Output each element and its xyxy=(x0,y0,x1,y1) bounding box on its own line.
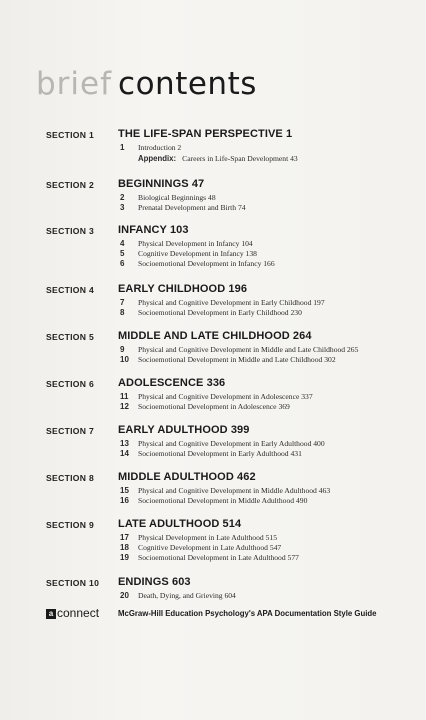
chapter-title: Socioemotional Development in Early Adulthood 431 xyxy=(138,449,302,458)
chapter-title: Physical and Cognitive Development in Adolescence 337 xyxy=(138,392,313,401)
chapter-entry xyxy=(118,355,358,365)
chapter-entry xyxy=(118,402,313,412)
appendix-title: Careers in Life-Span Development 43 xyxy=(182,154,298,163)
chapter-title: Biological Beginnings 48 xyxy=(138,193,216,202)
chapter-entry xyxy=(118,239,275,249)
appendix-entry xyxy=(118,153,298,164)
chapter-number: 10 xyxy=(120,355,129,364)
chapter-list xyxy=(118,486,330,506)
section-label: SECTION 8 xyxy=(46,473,95,483)
chapter-title: Socioemotional Development in Middle Adulthood 490 xyxy=(138,496,308,505)
chapter-title: Socioemotional Development in Infancy 166 xyxy=(138,259,275,268)
chapter-entry xyxy=(118,249,275,259)
chapter-entry xyxy=(118,533,299,543)
chapter-list xyxy=(118,239,275,269)
chapter-number: 1 xyxy=(120,143,125,152)
chapter-number: 8 xyxy=(120,308,125,317)
chapter-title: Physical Development in Late Adulthood 515 xyxy=(138,533,277,542)
section-label: SECTION 3 xyxy=(46,226,95,236)
connect-logo xyxy=(46,606,99,620)
section-heading: INFANCY 103 xyxy=(118,224,189,236)
chapter-entry xyxy=(118,143,298,153)
chapter-number: 3 xyxy=(120,203,125,212)
page-title xyxy=(36,64,257,104)
chapter-number: 13 xyxy=(120,439,129,448)
chapter-title: Death, Dying, and Grieving 604 xyxy=(138,591,236,600)
section-label: SECTION 5 xyxy=(46,332,95,342)
chapter-number: 16 xyxy=(120,496,129,505)
chapter-list xyxy=(118,533,299,563)
chapter-entry xyxy=(118,259,275,269)
section-label: SECTION 4 xyxy=(46,285,95,295)
connect-guide-title: McGraw-Hill Education Psychology's APA Documentation Style Guide xyxy=(118,609,377,618)
chapter-number: 12 xyxy=(120,402,129,411)
chapter-number: 18 xyxy=(120,543,129,552)
chapter-list xyxy=(118,298,325,318)
chapter-entry xyxy=(118,496,330,506)
title-main: contents xyxy=(118,66,257,102)
chapter-title: Physical and Cognitive Development in Middle and Late Childhood 265 xyxy=(138,345,359,354)
connect-logo-text: connect xyxy=(57,606,100,620)
chapter-title: Socioemotional Development in Early Childhood 230 xyxy=(138,308,302,317)
chapter-list xyxy=(118,439,325,459)
chapter-number: 11 xyxy=(120,392,129,401)
title-prefix: brief xyxy=(36,66,113,102)
appendix-label: Appendix: xyxy=(138,154,177,163)
section-heading: ADOLESCENCE 336 xyxy=(118,377,226,389)
chapter-list xyxy=(118,392,313,412)
chapter-number: 14 xyxy=(120,449,129,458)
chapter-list xyxy=(118,193,246,213)
section-label: SECTION 2 xyxy=(46,180,95,190)
section-heading: BEGINNINGS 47 xyxy=(118,178,205,190)
chapter-title: Socioemotional Development in Adolescence 369 xyxy=(138,402,290,411)
section-heading: MIDDLE ADULTHOOD 462 xyxy=(118,471,256,483)
chapter-number: 5 xyxy=(120,249,125,258)
chapter-number: 6 xyxy=(120,259,125,268)
section-heading: LATE ADULTHOOD 514 xyxy=(118,518,242,530)
chapter-number: 4 xyxy=(120,239,125,248)
chapter-title: Socioemotional Development in Late Adulthood 577 xyxy=(138,553,299,562)
chapter-number: 19 xyxy=(120,553,129,562)
chapter-title: Cognitive Development in Infancy 138 xyxy=(138,249,257,258)
chapter-entry xyxy=(118,308,325,318)
chapter-number: 2 xyxy=(120,193,125,202)
chapter-number: 15 xyxy=(120,486,129,495)
chapter-entry xyxy=(118,553,299,563)
chapter-title: Prenatal Development and Birth 74 xyxy=(138,203,246,212)
chapter-number: 9 xyxy=(120,345,125,354)
chapter-entry xyxy=(118,203,246,213)
section-heading: EARLY ADULTHOOD 399 xyxy=(118,424,250,436)
chapter-title: Socioemotional Development in Middle and Late Childhood 302 xyxy=(138,355,336,364)
chapter-entry xyxy=(118,298,325,308)
chapter-list xyxy=(118,345,358,365)
chapter-entry xyxy=(118,439,325,449)
section-label: SECTION 7 xyxy=(46,426,95,436)
chapter-entry xyxy=(118,486,330,496)
section-label: SECTION 6 xyxy=(46,379,95,389)
chapter-title: Physical and Cognitive Development in Early Childhood 197 xyxy=(138,298,325,307)
chapter-title: Introduction 2 xyxy=(138,143,182,152)
section-heading: MIDDLE AND LATE CHILDHOOD 264 xyxy=(118,330,312,342)
chapter-entry xyxy=(118,449,325,459)
chapter-list xyxy=(118,591,236,601)
chapter-title: Physical Development in Infancy 104 xyxy=(138,239,253,248)
chapter-entry xyxy=(118,345,358,355)
chapter-title: Physical and Cognitive Development in Early Adulthood 400 xyxy=(138,439,325,448)
chapter-entry xyxy=(118,543,299,553)
connect-mark-icon: a xyxy=(46,609,56,619)
chapter-list xyxy=(118,143,298,164)
section-heading: ENDINGS 603 xyxy=(118,576,191,588)
section-label: SECTION 10 xyxy=(46,578,100,588)
section-heading: EARLY CHILDHOOD 196 xyxy=(118,283,248,295)
section-label: SECTION 9 xyxy=(46,520,95,530)
chapter-number: 20 xyxy=(120,591,129,600)
chapter-entry xyxy=(118,392,313,402)
section-heading: THE LIFE-SPAN PERSPECTIVE 1 xyxy=(118,128,293,140)
chapter-number: 17 xyxy=(120,533,129,542)
chapter-title: Physical and Cognitive Development in Middle Adulthood 463 xyxy=(138,486,331,495)
chapter-title: Cognitive Development in Late Adulthood 547 xyxy=(138,543,282,552)
chapter-number: 7 xyxy=(120,298,125,307)
section-label: SECTION 1 xyxy=(46,130,95,140)
chapter-entry xyxy=(118,591,236,601)
chapter-entry xyxy=(118,193,246,203)
